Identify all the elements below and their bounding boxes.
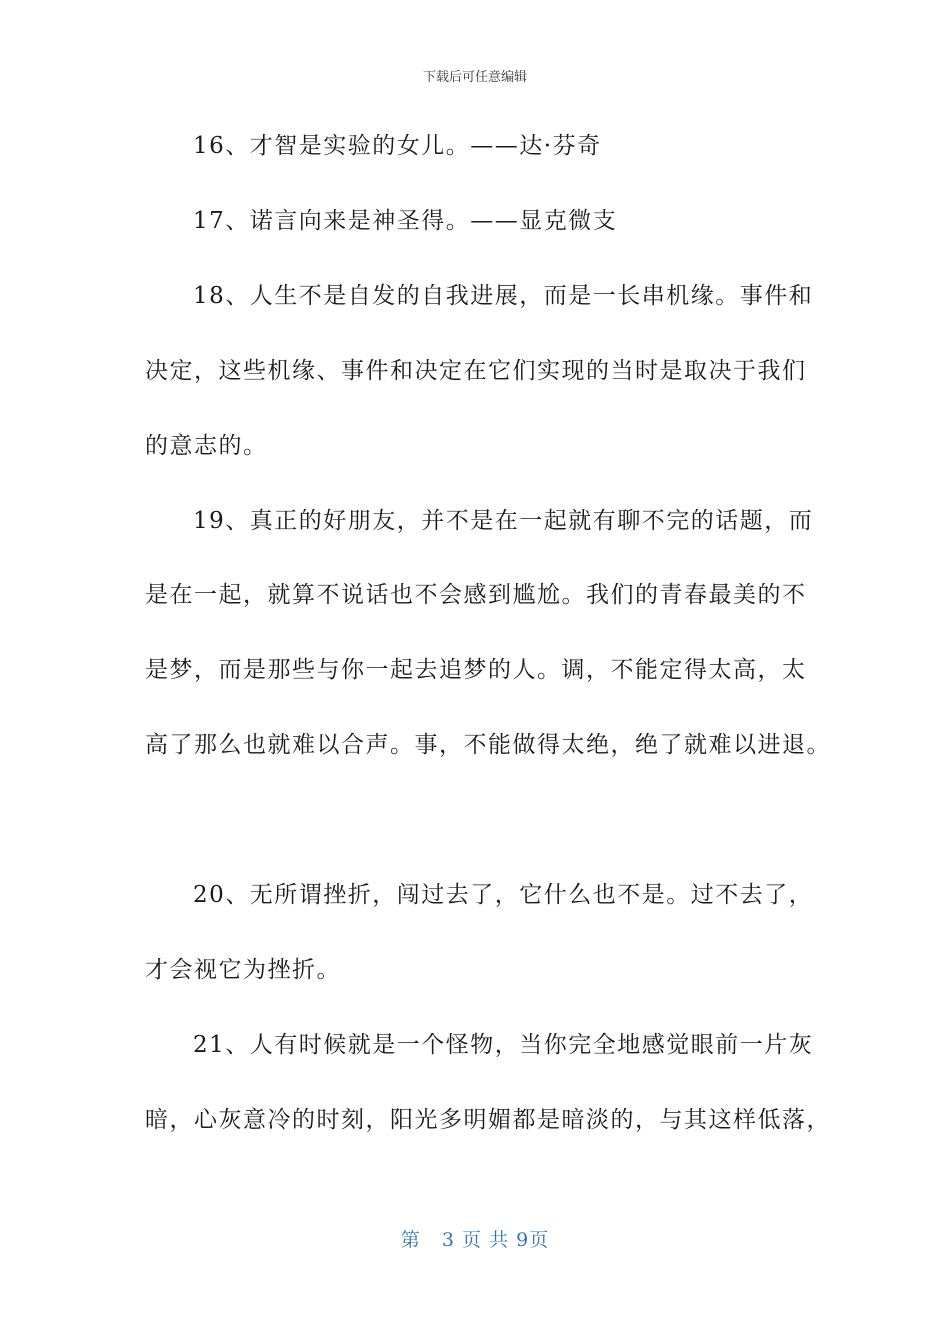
text-line: 是梦，而是那些与你一起去追梦的人。调，不能定得太高，太: [145, 657, 807, 683]
text-line: 21、人有时候就是一个怪物，当你完全地感觉眼前一片灰: [193, 1032, 814, 1058]
page-header: 下载后可任意编辑: [422, 70, 527, 85]
footer-prefix: 第: [400, 1229, 421, 1251]
text-line: 是在一起，就算不说话也不会感到尴尬。我们的青春最美的不: [145, 582, 807, 608]
page-footer: [0, 1225, 950, 1252]
footer-mid: 页 共: [462, 1229, 510, 1251]
text-line: 17、诺言向来是神圣得。——显克微支: [193, 208, 618, 234]
text-line: 19、真正的好朋友，并不是在一起就有聊不完的话题，而: [193, 508, 814, 534]
text-line: 16、才智是实验的女儿。——达·芬奇: [193, 133, 602, 159]
text-line: 才会视它为挫折。: [145, 957, 341, 983]
footer-suffix: 页: [529, 1229, 550, 1251]
footer-page-number: 3: [441, 1229, 455, 1251]
text-line: 决定，这些机缘、事件和决定在它们实现的当时是取决于我们: [145, 358, 807, 384]
text-line: 暗，心灰意冷的时刻，阳光多明媚都是暗淡的，与其这样低落，: [145, 1107, 831, 1133]
footer-total-pages: 9: [516, 1229, 530, 1251]
text-line: 18、人生不是自发的自我进展，而是一长串机缘。事件和: [193, 283, 814, 309]
text-line: 高了那么也就难以合声。事，不能做得太绝，绝了就难以进退。: [145, 732, 831, 758]
text-line: 的意志的。: [145, 433, 268, 459]
text-line: 20、无所谓挫折，闯过去了，它什么也不是。过不去了，: [193, 882, 814, 908]
